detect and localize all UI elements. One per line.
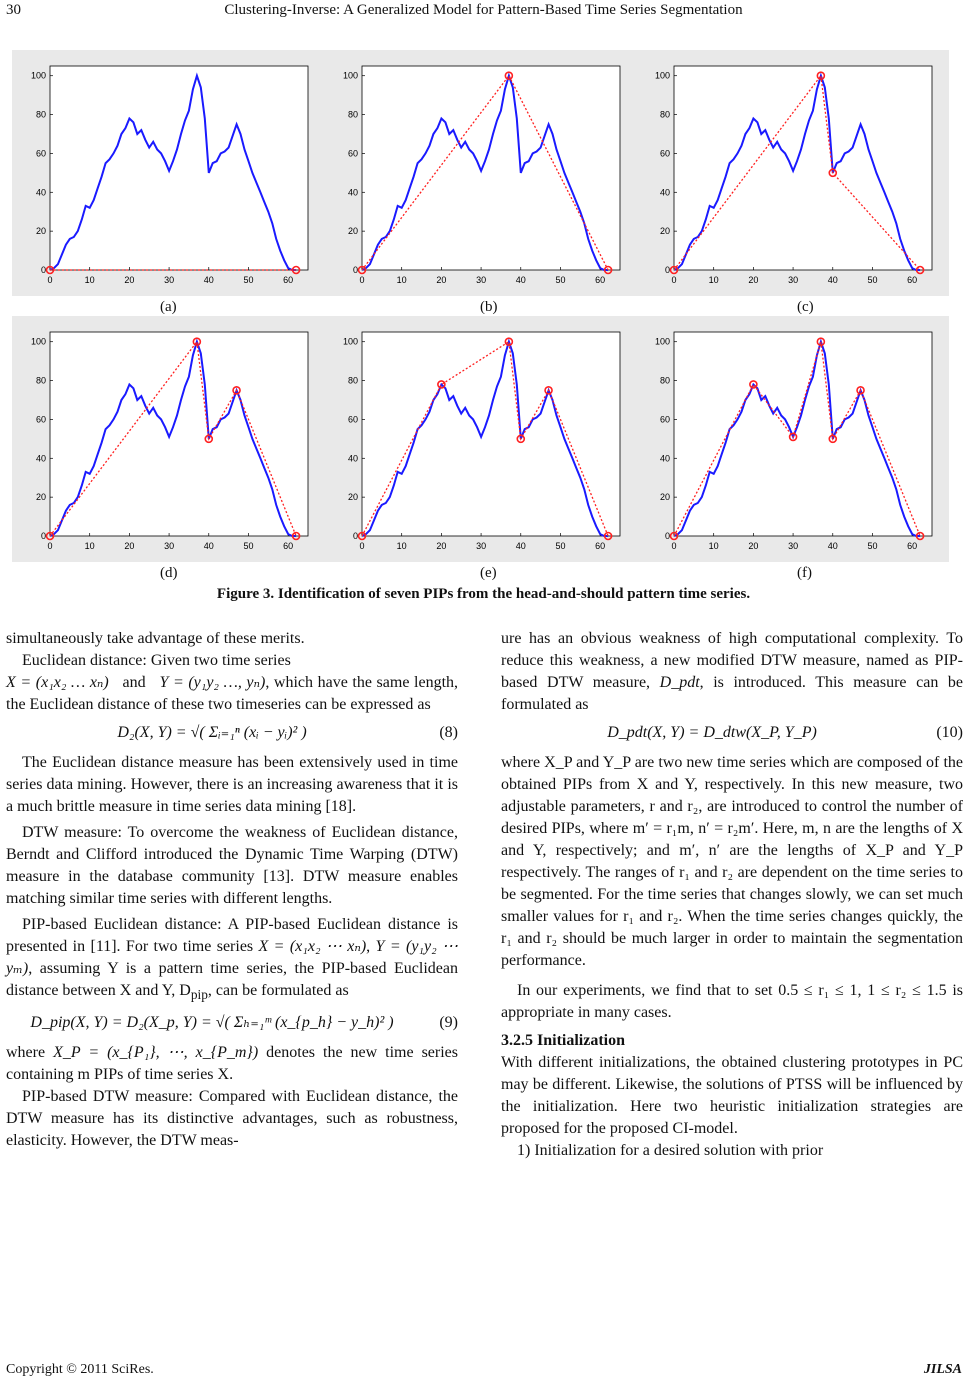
- plot-area: [362, 66, 620, 270]
- paragraph: DTW measure: To overcome the weakness of Euclidean distance, Berndt and Clifford introduced the Dynamic Time Warping (DTW) measure in the database community [13]. DTW measure enables matching similar time series with different lengths.: [6, 824, 458, 907]
- plot-d: [12, 316, 324, 562]
- y-tick-label: 100: [30, 70, 46, 81]
- panel-label-d: (d): [160, 565, 178, 581]
- y-tick-label: 100: [342, 336, 358, 347]
- paragraph: 1) Initialization for a desired solution with prior: [517, 1142, 824, 1159]
- y-tick-label: 80: [35, 375, 46, 386]
- plot-b: [324, 50, 636, 296]
- y-tick-label: 100: [30, 336, 46, 347]
- x-tick-label: 40: [515, 275, 526, 285]
- x-tick-label: 10: [84, 275, 95, 285]
- y-tick-label: 20: [35, 492, 46, 503]
- paragraph: The Euclidean distance measure has been extensively used in time series data mining. However, there is an increasing awareness that it is a much brittle measure in time series data mining [18].: [6, 754, 458, 815]
- x-tick-label: 50: [867, 275, 878, 285]
- plot-area: [50, 332, 308, 536]
- equation-9: D_pip(X, Y) = D₂(X_p, Y) = √( Σₕ₌₁ᵐ (x_{p_h} − y_h)² ) (9): [30, 1014, 458, 1032]
- panel-label-b: (b): [480, 299, 498, 315]
- paragraph: simultaneously take advantage of these merits.: [6, 630, 305, 647]
- running-title: Clustering-Inverse: A Generalized Model for Pattern-Based Time Series Segmentation: [224, 2, 743, 18]
- page-header: [0, 2, 967, 28]
- plot-e: [324, 316, 636, 562]
- figure-row-bottom: [12, 316, 949, 562]
- y-tick-label: 0: [352, 531, 358, 541]
- x-tick-label: 0: [671, 275, 677, 285]
- paragraph-euclidean: Euclidean distance: Given two time series X = (x₁x₂ … xₙ) and Y = (y₁y₂ …, yₙ), which have the same length, the Euclidean distance of these two timeseries can be expressed as: [6, 652, 459, 713]
- x-tick-label: 60: [907, 541, 918, 551]
- plot-area: [674, 332, 932, 536]
- right-column: [501, 628, 963, 1162]
- y-tick-label: 0: [664, 531, 670, 541]
- x-tick-label: 0: [47, 275, 53, 285]
- x-tick-label: 10: [396, 275, 407, 285]
- y-tick-label: 100: [654, 70, 670, 81]
- y-tick-label: 40: [35, 453, 46, 464]
- y-tick-label: 80: [659, 375, 670, 386]
- equation-10: D_pdt(X, Y) = D_dtw(X_P, Y_P) (10): [607, 724, 963, 741]
- x-tick-label: 50: [555, 275, 566, 285]
- plot-f: [636, 316, 948, 562]
- panel-label-a: (a): [160, 299, 177, 315]
- paragraph-pip-euclidean: PIP-based Euclidean distance: A PIP-based Euclidean distance is presented in [11]. For two time series X = (x₁x₂ ⋯ xₙ), Y = (y₁y₂ ⋯ yₘ), assuming Y is a pattern time series, the PIP-based Euclidean distance between X and Y, $D_{pip}$, can be formulated as: [6, 916, 459, 1003]
- x-tick-label: 60: [283, 541, 294, 551]
- page-number: 30: [6, 2, 21, 18]
- paragraph: With different initializations, the obtained clustering prototypes in PC may be different. Likewise, the solutions of PTSS will be influenced by the initialization. Here two heuristic initialization strategies are proposed for the proposed CI-model.: [501, 1054, 963, 1137]
- figure-caption: Figure 3. Identification of seven PIPs from the head-and-should pattern time series.: [216, 586, 751, 602]
- equation-8: D₂(X, Y) = √( Σᵢ₌₁ⁿ (xᵢ − yᵢ)² ) (8): [117, 724, 458, 741]
- x-tick-label: 50: [243, 275, 254, 285]
- paragraph: In our experiments, we find that to set 0.5 ≤ r₁ ≤ 1, 1 ≤ r₂ ≤ 1.5 is appropriate in many cases.: [501, 982, 963, 1021]
- x-tick-label: 0: [359, 541, 365, 551]
- panel-label-f: (f): [797, 565, 812, 581]
- x-tick-label: 20: [436, 275, 447, 285]
- y-tick-label: 40: [659, 453, 670, 464]
- left-column: [6, 628, 458, 1152]
- x-tick-label: 30: [788, 541, 799, 551]
- x-tick-label: 0: [47, 541, 53, 551]
- y-tick-label: 0: [664, 265, 670, 275]
- panel-label-e: (e): [480, 565, 497, 581]
- y-tick-label: 100: [342, 70, 358, 81]
- section-title: 3.2.5 Initialization: [501, 1032, 626, 1049]
- y-tick-label: 20: [347, 492, 358, 503]
- y-tick-label: 60: [347, 148, 358, 159]
- x-tick-label: 40: [203, 275, 214, 285]
- paragraph: ure has an obvious weakness of high computational complexity. To reduce this weakness, a new modified DTW measure, named as PIP-based DTW measure, D_pdt, is introduced. This measure can be formulated as: [501, 630, 964, 713]
- y-tick-label: 40: [347, 453, 358, 464]
- y-tick-label: 80: [35, 109, 46, 120]
- y-tick-label: 60: [347, 414, 358, 425]
- y-tick-label: 20: [659, 492, 670, 503]
- y-tick-label: 0: [40, 265, 46, 275]
- y-tick-label: 60: [659, 148, 670, 159]
- y-tick-label: 0: [352, 265, 358, 275]
- y-tick-label: 20: [659, 226, 670, 237]
- x-tick-label: 30: [164, 275, 175, 285]
- y-tick-label: 40: [347, 187, 358, 198]
- y-tick-label: 80: [347, 109, 358, 120]
- y-tick-label: 60: [35, 414, 46, 425]
- x-tick-label: 30: [788, 275, 799, 285]
- x-tick-label: 30: [476, 275, 487, 285]
- figure-row-top: [12, 50, 949, 296]
- x-tick-label: 10: [396, 541, 407, 551]
- y-tick-label: 80: [347, 375, 358, 386]
- x-tick-label: 0: [359, 275, 365, 285]
- x-tick-label: 40: [515, 541, 526, 551]
- x-tick-label: 30: [476, 541, 487, 551]
- y-tick-label: 20: [35, 226, 46, 237]
- x-tick-label: 60: [595, 275, 606, 285]
- x-tick-label: 60: [283, 275, 294, 285]
- paragraph: where X_P = (x_{P₁}, ⋯, x_{P_m}) denotes the new time series containing m PIPs of time series X.: [6, 1044, 459, 1084]
- x-tick-label: 50: [555, 541, 566, 551]
- x-tick-label: 60: [907, 275, 918, 285]
- x-tick-label: 30: [164, 541, 175, 551]
- x-tick-label: 20: [124, 541, 135, 551]
- x-tick-label: 40: [203, 541, 214, 551]
- x-tick-label: 10: [84, 541, 95, 551]
- y-tick-label: 20: [347, 226, 358, 237]
- copyright: Copyright © 2011 SciRes.: [6, 1362, 154, 1377]
- x-tick-label: 40: [827, 541, 838, 551]
- y-tick-label: 40: [35, 187, 46, 198]
- y-tick-label: 80: [659, 109, 670, 120]
- y-tick-label: 40: [659, 187, 670, 198]
- paragraph: PIP-based DTW measure: Compared with Euclidean distance, the DTW measure has its distinctive advantages, such as robustness, elasticity. However, the DTW meas-: [6, 1088, 458, 1150]
- x-tick-label: 50: [243, 541, 254, 551]
- paragraph: where X_P and Y_P are two new time series which are composed of the obtained PIPs from X and Y, respectively. In this new measure, two adjustable parameters, r and r₂, are introduced to control the number of desired PIPs, where m′ = r₁m, n′ = r₂m′. Here, m, n are the lengths of X and Y, respectively; and m′, n′ are the lengths of X_P and Y_P respectively. The ranges of r₁ and r₂ are dependent on the time series to be segmented. For the time series that changes slowly, we can set much smaller values for r₁ and r₂. When the time series changes quickly, the r₁ and r₂ should be much larger in order to maintain the segmentation performance.: [501, 754, 963, 969]
- plot-area: [362, 332, 620, 536]
- x-tick-label: 20: [436, 541, 447, 551]
- x-tick-label: 40: [827, 275, 838, 285]
- panel-label-c: (c): [797, 299, 814, 315]
- y-tick-label: 60: [35, 148, 46, 159]
- journal-name: JILSA: [923, 1362, 962, 1377]
- x-tick-label: 20: [748, 541, 759, 551]
- y-tick-label: 100: [654, 336, 670, 347]
- y-tick-label: 0: [40, 531, 46, 541]
- plot-c: [636, 50, 948, 296]
- y-tick-label: 60: [659, 414, 670, 425]
- x-tick-label: 60: [595, 541, 606, 551]
- x-tick-label: 20: [748, 275, 759, 285]
- x-tick-label: 20: [124, 275, 135, 285]
- x-tick-label: 50: [867, 541, 878, 551]
- plot-area: [674, 66, 932, 270]
- plot-a: [12, 50, 324, 296]
- x-tick-label: 0: [671, 541, 677, 551]
- x-tick-label: 10: [708, 275, 719, 285]
- plot-area: [50, 66, 308, 270]
- x-tick-label: 10: [708, 541, 719, 551]
